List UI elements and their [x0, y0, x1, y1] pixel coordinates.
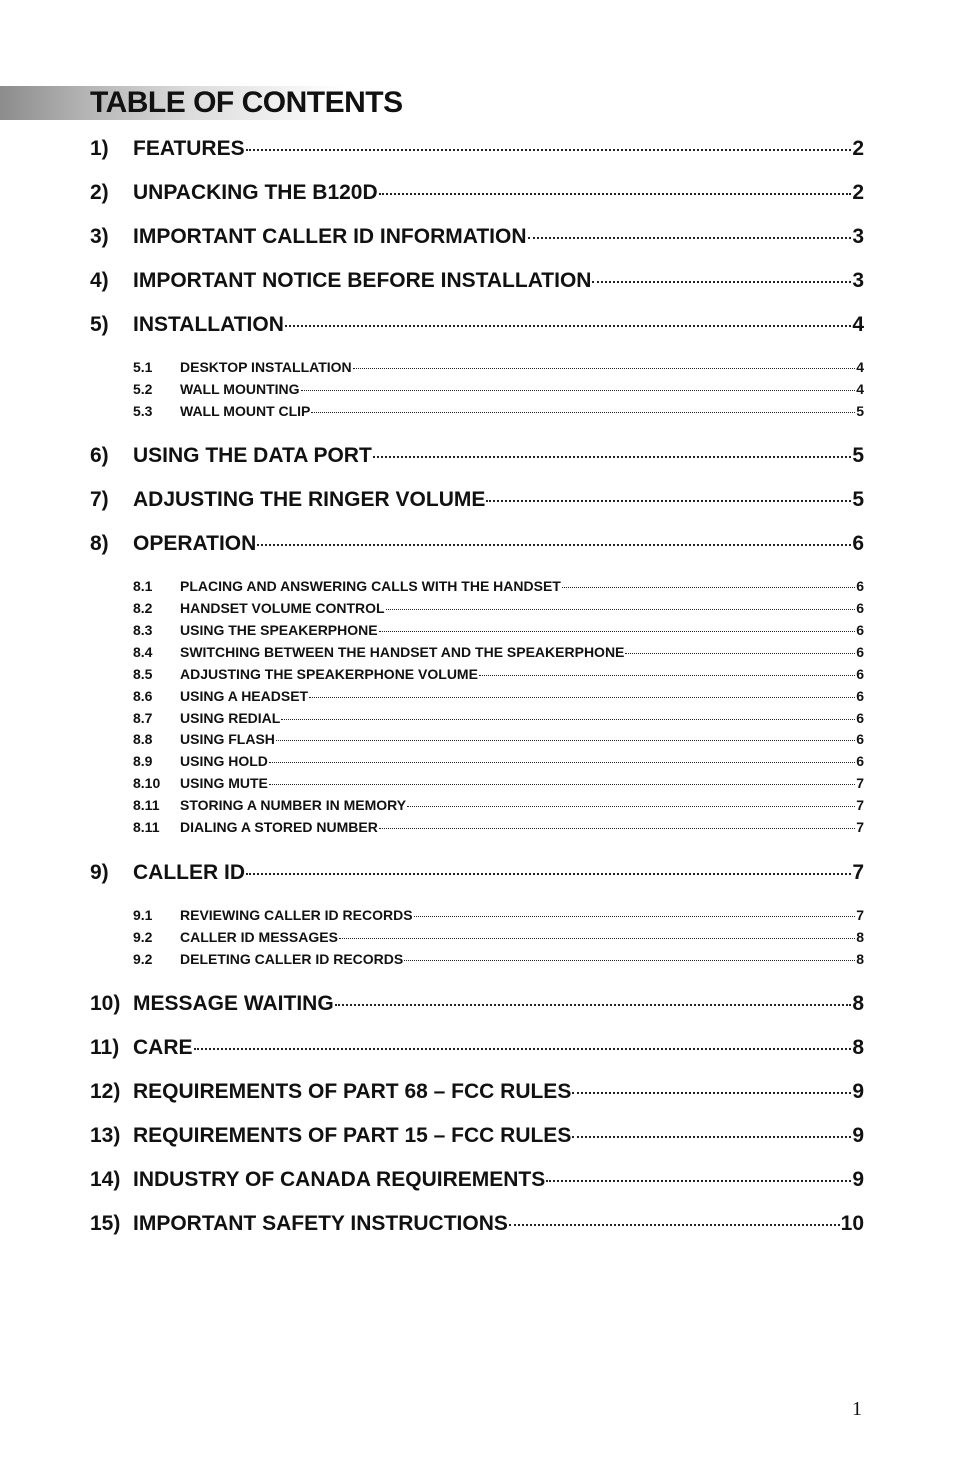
toc-dot-leader [309, 697, 855, 698]
toc-entry-page: 6 [856, 622, 864, 638]
toc-dot-leader [572, 1136, 851, 1138]
toc-entry-label: WALL MOUNTING [180, 381, 300, 397]
toc-subentry[interactable] [133, 381, 864, 400]
toc-entry-number: 12) [90, 1080, 121, 1103]
toc-entry-number: 8.11 [133, 797, 160, 813]
toc-entry-label: IMPORTANT NOTICE BEFORE INSTALLATION [133, 269, 592, 292]
toc-subentry[interactable] [133, 797, 864, 816]
toc-entry-number: 9.2 [133, 951, 153, 967]
toc-entry-label: USING THE SPEAKERPHONE [180, 622, 378, 638]
toc-entry[interactable] [90, 992, 864, 1020]
toc-entry-page: 7 [852, 861, 864, 884]
toc-entry-number: 13) [90, 1124, 121, 1147]
toc-subentry[interactable] [133, 929, 864, 948]
toc-subentry[interactable] [133, 600, 864, 619]
toc-entry-number: 8.8 [133, 731, 153, 747]
toc-entry-page: 8 [856, 929, 864, 945]
toc-dot-leader [276, 740, 855, 741]
toc-entry-label: ADJUSTING THE RINGER VOLUME [133, 488, 486, 511]
toc-entry-number: 8.4 [133, 644, 153, 660]
toc-entry-page: 6 [856, 600, 864, 616]
toc-entry-page: 4 [856, 381, 864, 397]
toc-entry[interactable] [90, 1036, 864, 1064]
toc-entry-label: REQUIREMENTS OF PART 68 – FCC RULES [133, 1080, 572, 1103]
toc-entry-number: 8.10 [133, 775, 161, 791]
toc-entry[interactable] [90, 137, 864, 165]
toc-subentry[interactable] [133, 710, 864, 729]
toc-entry-number: 8.7 [133, 710, 153, 726]
toc-subentry[interactable] [133, 578, 864, 597]
toc-entry-page: 6 [852, 532, 864, 555]
toc-entry-label: USING FLASH [180, 731, 275, 747]
toc-entry-label: USING A HEADSET [180, 688, 309, 704]
toc-entry-label: INDUSTRY OF CANADA REQUIREMENTS [133, 1168, 546, 1191]
toc-entry-number: 8.6 [133, 688, 153, 704]
toc-entry[interactable] [90, 269, 864, 297]
toc-entry-number: 10) [90, 992, 121, 1015]
toc-subentry[interactable] [133, 666, 864, 685]
toc-entry-number: 14) [90, 1168, 121, 1191]
toc-subentry[interactable] [133, 644, 864, 663]
toc-entry[interactable] [90, 1124, 864, 1152]
toc-entry-label: IMPORTANT SAFETY INSTRUCTIONS [133, 1212, 508, 1235]
toc-entry-label: ADJUSTING THE SPEAKERPHONE VOLUME [180, 666, 478, 682]
toc-entry-page: 7 [856, 775, 864, 791]
toc-entry-number: 8.2 [133, 600, 153, 616]
toc-entry-number: 4) [90, 269, 109, 292]
toc-entry-page: 4 [856, 359, 864, 375]
toc-entry-label: USING MUTE [180, 775, 268, 791]
toc-entry-number: 11) [90, 1036, 120, 1059]
toc-entry[interactable] [90, 1168, 864, 1196]
toc-entry-page: 6 [856, 731, 864, 747]
toc-entry-label: FEATURES [133, 137, 245, 160]
toc-entry-label: OPERATION [133, 532, 257, 555]
toc-entry-number: 6) [90, 444, 109, 467]
toc-dot-leader [301, 390, 856, 391]
toc-entry-label: IMPORTANT CALLER ID INFORMATION [133, 225, 527, 248]
toc-entry-label: REVIEWING CALLER ID RECORDS [180, 907, 413, 923]
toc-dot-leader [311, 412, 855, 413]
toc-entry-number: 15) [90, 1212, 121, 1235]
toc-dot-leader [486, 500, 851, 502]
toc-entry-page: 6 [856, 644, 864, 660]
toc-entry-number: 8.11 [133, 819, 160, 835]
toc-entry-page: 5 [852, 488, 864, 511]
toc-subentry[interactable] [133, 403, 864, 422]
toc-dot-leader [414, 916, 856, 917]
toc-dot-leader [562, 587, 855, 588]
toc-entry-label: DESKTOP INSTALLATION [180, 359, 352, 375]
toc-entry-number: 8.5 [133, 666, 153, 682]
toc-entry-number: 5.1 [133, 359, 153, 375]
toc-dot-leader [407, 806, 855, 807]
toc-dot-leader [373, 456, 852, 458]
toc-subentry[interactable] [133, 731, 864, 750]
toc-entry-number: 9.2 [133, 929, 153, 945]
toc-entry-page: 6 [856, 666, 864, 682]
toc-entry-page: 2 [852, 181, 864, 204]
toc-entry[interactable] [90, 861, 864, 889]
toc-entry-page: 8 [856, 951, 864, 967]
toc-dot-leader [386, 609, 856, 610]
toc-dot-leader [592, 281, 851, 283]
toc-entry-label: DIALING A STORED NUMBER [180, 819, 378, 835]
toc-entry-label: SWITCHING BETWEEN THE HANDSET AND THE SPEAKERPHONE [180, 644, 625, 660]
toc-subentry[interactable] [133, 775, 864, 794]
toc-dot-leader [339, 938, 855, 939]
toc-entry-number: 9.1 [133, 907, 153, 923]
toc-entry-page: 7 [856, 907, 864, 923]
toc-entry[interactable] [90, 225, 864, 253]
toc-entry-number: 5.2 [133, 381, 153, 397]
page-number: 1 [852, 1398, 862, 1420]
toc-entry-page: 8 [852, 992, 864, 1015]
toc-dot-leader [546, 1180, 851, 1182]
toc-entry-number: 7) [90, 488, 109, 511]
toc-entry-number: 1) [90, 137, 109, 160]
toc-dot-leader [257, 544, 851, 546]
toc-entry-page: 10 [840, 1212, 864, 1235]
toc-entry-number: 2) [90, 181, 109, 204]
toc-entry-label: STORING A NUMBER IN MEMORY [180, 797, 407, 813]
toc-dot-leader [379, 193, 852, 195]
toc-dot-leader [404, 960, 855, 961]
toc-entry-page: 3 [852, 225, 864, 248]
toc-entry-number: 8.3 [133, 622, 153, 638]
toc-entry-label: WALL MOUNT CLIP [180, 403, 311, 419]
toc-entry[interactable] [90, 532, 864, 560]
toc-entry-number: 8.9 [133, 753, 153, 769]
toc-entry-number: 8) [90, 532, 109, 555]
toc-entry-number: 9) [90, 861, 109, 884]
toc-subentry[interactable] [133, 907, 864, 926]
toc-entry-page: 7 [856, 797, 864, 813]
toc-entry-number: 8.1 [133, 578, 153, 594]
toc-entry-page: 9 [852, 1080, 864, 1103]
toc-entry-label: CALLER ID [133, 861, 245, 884]
toc-entry-page: 6 [856, 710, 864, 726]
toc-dot-leader [528, 237, 852, 239]
toc-entry[interactable] [90, 488, 864, 516]
toc-entry-page: 5 [852, 444, 864, 467]
toc-entry-page: 6 [856, 688, 864, 704]
toc-subentry[interactable] [133, 359, 864, 378]
toc-subentry[interactable] [133, 688, 864, 707]
toc-entry-number: 5.3 [133, 403, 153, 419]
toc-subentry[interactable] [133, 951, 864, 970]
toc-dot-leader [269, 784, 855, 785]
toc-entry-label: CARE [133, 1036, 193, 1059]
toc-entry[interactable] [90, 444, 864, 472]
toc-dot-leader [379, 631, 856, 632]
toc-dot-leader [269, 762, 855, 763]
toc-entry-number: 3) [90, 225, 109, 248]
toc-entry-label: DELETING CALLER ID RECORDS [180, 951, 404, 967]
toc-entry-page: 2 [852, 137, 864, 160]
toc-dot-leader [625, 653, 855, 654]
toc-entry-page: 5 [856, 403, 864, 419]
toc-entry[interactable] [90, 1080, 864, 1108]
toc-entry-page: 6 [856, 578, 864, 594]
toc-entry[interactable] [90, 313, 864, 341]
toc-dot-leader [194, 1048, 852, 1050]
toc-entry-page: 9 [852, 1124, 864, 1147]
toc-entry-label: PLACING AND ANSWERING CALLS WITH THE HANDSET [180, 578, 561, 594]
toc-subentry[interactable] [133, 753, 864, 772]
toc-entry-label: MESSAGE WAITING [133, 992, 334, 1015]
toc-dot-leader [335, 1004, 852, 1006]
toc-dot-leader [285, 325, 851, 327]
toc-entry-page: 3 [852, 269, 864, 292]
toc-entry-page: 7 [856, 819, 864, 835]
toc-entry-page: 4 [852, 313, 864, 336]
toc-entry[interactable] [90, 1212, 864, 1240]
toc-entry-label: CALLER ID MESSAGES [180, 929, 338, 945]
toc-dot-leader [246, 873, 851, 875]
toc-dot-leader [281, 719, 855, 720]
toc-dot-leader [479, 675, 855, 676]
toc-entry[interactable] [90, 181, 864, 209]
toc-subentry[interactable] [133, 819, 864, 838]
toc-entry-label: USING HOLD [180, 753, 268, 769]
page-title: TABLE OF CONTENTS [90, 86, 403, 119]
toc-dot-leader [379, 828, 855, 829]
toc-subentry[interactable] [133, 622, 864, 641]
toc-entry-page: 9 [852, 1168, 864, 1191]
toc-dot-leader [353, 368, 856, 369]
toc-entry-page: 6 [856, 753, 864, 769]
toc-entry-label: USING REDIAL [180, 710, 281, 726]
toc-entry-label: USING THE DATA PORT [133, 444, 372, 467]
toc-dot-leader [509, 1224, 840, 1226]
toc-entry-label: INSTALLATION [133, 313, 284, 336]
toc-entry-page: 8 [852, 1036, 864, 1059]
toc-entry-label: UNPACKING THE B120D [133, 181, 378, 204]
toc-entry-number: 5) [90, 313, 109, 336]
toc-dot-leader [246, 149, 852, 151]
toc-dot-leader [572, 1092, 851, 1094]
toc-entry-label: REQUIREMENTS OF PART 15 – FCC RULES [133, 1124, 572, 1147]
toc-entry-label: HANDSET VOLUME CONTROL [180, 600, 385, 616]
